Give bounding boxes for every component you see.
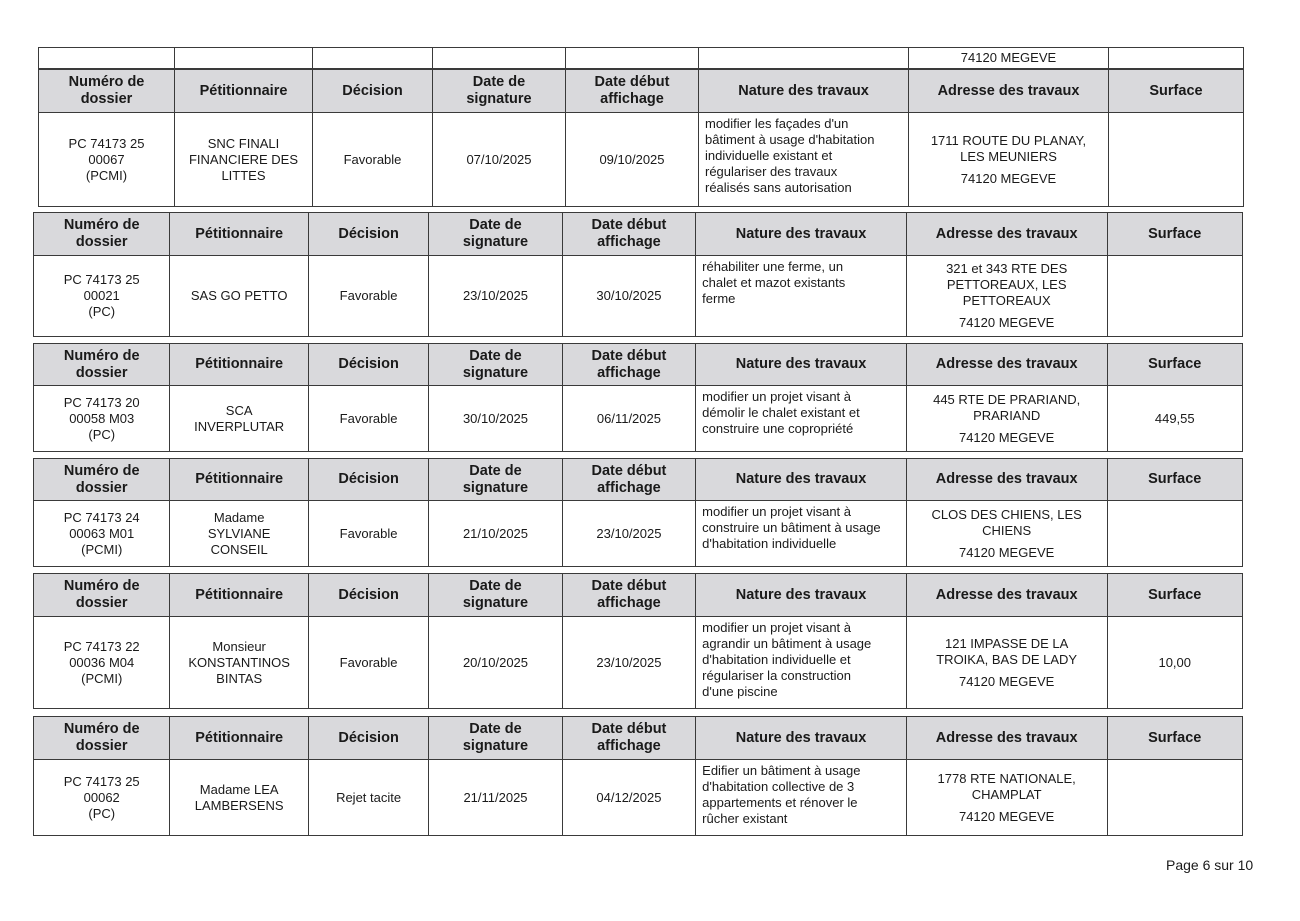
date-affichage-cell xyxy=(562,760,695,836)
cell-line: CLOS DES CHIENS, LES xyxy=(931,506,1082,522)
date-affichage-cell xyxy=(562,256,695,337)
header-petitionnaire: Pétitionnaire xyxy=(175,70,313,113)
decision-cell xyxy=(308,617,428,709)
numero-dossier-cell xyxy=(34,256,170,337)
cell-line: KONSTANTINOS xyxy=(188,654,290,670)
cell-line: modifier un projet visant à xyxy=(702,620,852,635)
address-city: 74120 MEGEVE xyxy=(958,808,1055,824)
cell-line: Edifier un bâtiment à usage xyxy=(702,763,861,778)
header-numero-dossier xyxy=(39,70,175,113)
header-date-signature xyxy=(429,574,562,617)
cell-line: 321 et 343 RTE DES xyxy=(946,261,1068,276)
cell-line: bâtiment à usage d'habitation xyxy=(705,132,875,147)
cell-line: 1711 ROUTE DU PLANAY, xyxy=(930,132,1087,148)
cell-line: régulariser des travaux xyxy=(705,164,838,179)
header-date-signature xyxy=(433,70,566,113)
adresse-travaux-cell xyxy=(909,113,1109,207)
nature-travaux-cell xyxy=(696,501,907,567)
fragment-cell xyxy=(566,48,699,69)
header-row xyxy=(34,717,1243,760)
nature-travaux-cell xyxy=(696,760,907,836)
header-text: Numéro de xyxy=(63,347,140,364)
header-surface: Surface xyxy=(1107,213,1243,256)
surface-value: 449,55 xyxy=(1154,410,1195,426)
data-row xyxy=(34,760,1243,836)
fragment-address: 74120 MEGEVE xyxy=(909,48,1109,69)
header-text: affichage xyxy=(597,595,661,611)
header-text: Date de xyxy=(469,721,522,737)
cell-line: 00036 M04 xyxy=(69,654,135,670)
cell-line: PETTOREAUX xyxy=(962,293,1051,308)
cell-line: Monsieur xyxy=(212,638,266,654)
header-decision: Décision xyxy=(308,213,428,256)
date-affichage-value: 23/10/2025 xyxy=(596,525,662,541)
adresse-travaux-cell xyxy=(906,386,1107,452)
cell-line: d'une piscine xyxy=(702,684,778,699)
header-decision: Décision xyxy=(313,70,433,113)
header-text: dossier xyxy=(75,479,128,496)
decision-cell xyxy=(308,760,428,836)
header-text: Date début xyxy=(594,74,670,90)
cell-line: (PCMI) xyxy=(81,670,123,686)
header-numero-dossier xyxy=(34,717,170,760)
date-signature-value: 07/10/2025 xyxy=(466,151,532,167)
nature-travaux-cell xyxy=(696,256,907,337)
cell-line: ferme xyxy=(702,291,736,306)
fragment-cell xyxy=(39,48,175,69)
header-text: affichage xyxy=(597,738,661,754)
adresse-travaux-cell xyxy=(906,617,1107,709)
cell-line: d'habitation collective de 3 xyxy=(702,779,855,794)
cell-line: FINANCIERE DES xyxy=(188,151,299,167)
adresse-travaux-cell xyxy=(906,256,1107,337)
surface-value: 10,00 xyxy=(1158,654,1192,670)
header-numero-dossier xyxy=(34,459,170,501)
cell-line: PRARIAND xyxy=(973,407,1041,423)
date-signature-cell xyxy=(429,760,562,836)
cell-line: chalet et mazot existants xyxy=(702,275,846,290)
cell-line: SNC FINALI xyxy=(207,135,280,151)
petitionnaire-cell xyxy=(170,617,308,709)
date-signature-value: 21/10/2025 xyxy=(462,525,529,541)
header-text: Date de xyxy=(469,347,522,364)
header-text: Date début xyxy=(591,217,667,233)
petitionnaire-cell xyxy=(170,501,308,567)
petitionnaire-cell xyxy=(170,760,308,836)
header-text: Date début xyxy=(591,721,667,737)
cell-line: 1778 RTE NATIONALE, xyxy=(937,770,1076,786)
date-affichage-value: 23/10/2025 xyxy=(596,654,662,670)
cell-line: (PCMI) xyxy=(85,167,128,183)
cell-line: 00058 M03 xyxy=(69,410,135,426)
header-text: Date de xyxy=(469,462,522,479)
surface-cell xyxy=(1109,113,1244,207)
fragment-cell xyxy=(175,48,313,69)
cell-line: PC 74173 25 xyxy=(63,773,140,789)
header-row xyxy=(34,574,1243,617)
numero-dossier-cell xyxy=(34,760,170,836)
cell-line: 121 IMPASSE DE LA xyxy=(945,635,1069,651)
cell-line: LITTES xyxy=(221,167,266,183)
cell-line: SCA xyxy=(225,402,253,418)
decision-value: Favorable xyxy=(339,410,398,426)
date-signature-value: 23/10/2025 xyxy=(462,288,529,303)
nature-travaux-cell xyxy=(696,386,907,452)
cell-line: modifier un projet visant à xyxy=(702,504,852,519)
header-text: dossier xyxy=(75,595,128,611)
header-date-signature xyxy=(429,459,562,501)
cell-line: agrandir un bâtiment à usage xyxy=(702,636,872,651)
decision-cell xyxy=(308,501,428,567)
date-affichage-cell xyxy=(562,617,695,709)
cell-line: PC 74173 24 xyxy=(63,509,140,525)
cell-line: modifier un projet visant à xyxy=(702,389,852,404)
header-date-affichage xyxy=(562,344,695,386)
cell-line: Madame xyxy=(213,509,265,525)
numero-dossier-cell xyxy=(39,113,175,207)
permit-record-table xyxy=(33,458,1243,567)
cell-line: LAMBERSENS xyxy=(194,797,284,813)
header-decision: Décision xyxy=(308,459,428,501)
header-text: Date de xyxy=(469,217,522,233)
header-petitionnaire: Pétitionnaire xyxy=(170,574,308,617)
permit-record-table xyxy=(33,212,1243,337)
date-affichage-value: 06/11/2025 xyxy=(596,410,661,426)
nature-travaux-cell xyxy=(699,113,909,207)
header-text: signature xyxy=(462,479,529,496)
header-text: signature xyxy=(462,234,529,250)
permit-record-table xyxy=(33,716,1243,836)
date-signature-cell xyxy=(429,386,562,452)
header-date-affichage xyxy=(562,717,695,760)
cell-line: INVERPLUTAR xyxy=(194,418,285,434)
header-nature-travaux: Nature des travaux xyxy=(696,459,907,501)
data-row xyxy=(34,617,1243,709)
cell-line: PC 74173 20 xyxy=(63,394,140,410)
data-row xyxy=(34,501,1243,567)
numero-dossier-cell xyxy=(34,501,170,567)
address-city: 74120 MEGEVE xyxy=(958,315,1055,330)
header-surface: Surface xyxy=(1107,717,1243,760)
header-text: Date de xyxy=(469,578,522,594)
cell-line: PETTOREAUX, LES xyxy=(946,277,1067,292)
decision-value: Favorable xyxy=(343,151,402,167)
decision-cell xyxy=(313,113,433,207)
cell-line: 445 RTE DE PRARIAND, xyxy=(933,391,1081,407)
header-decision: Décision xyxy=(308,344,428,386)
cell-line: (PC) xyxy=(88,304,116,319)
header-adresse-travaux: Adresse des travaux xyxy=(906,717,1107,760)
permit-record-table xyxy=(33,343,1243,452)
header-decision: Décision xyxy=(308,574,428,617)
surface-cell xyxy=(1107,386,1243,452)
address-city: 74120 MEGEVE xyxy=(958,544,1055,560)
header-date-affichage xyxy=(566,70,699,113)
header-date-signature xyxy=(429,717,562,760)
date-signature-value: 30/10/2025 xyxy=(462,410,529,426)
header-row xyxy=(39,70,1244,113)
header-date-signature xyxy=(429,213,562,256)
fragment-cell xyxy=(313,48,433,69)
cell-line: construire un bâtiment à usage xyxy=(702,520,881,535)
fragment-cell xyxy=(1109,48,1244,69)
cell-line: TROIKA, BAS DE LADY xyxy=(936,651,1078,667)
header-row xyxy=(34,459,1243,501)
decision-value: Rejet tacite xyxy=(336,789,402,805)
data-row xyxy=(34,256,1243,337)
date-affichage-cell xyxy=(562,501,695,567)
address-city: 74120 MEGEVE xyxy=(958,429,1055,445)
header-text: Date début xyxy=(591,578,667,594)
cell-line: construire une copropriété xyxy=(702,421,854,436)
header-text: dossier xyxy=(80,91,133,107)
cell-line: 00021 xyxy=(83,288,120,303)
address-city: 74120 MEGEVE xyxy=(958,673,1055,689)
header-text: Numéro de xyxy=(63,462,140,479)
header-adresse-travaux: Adresse des travaux xyxy=(906,459,1107,501)
header-text: signature xyxy=(466,91,532,107)
header-nature-travaux: Nature des travaux xyxy=(696,574,907,617)
cell-line: 00063 M01 xyxy=(69,525,135,541)
cell-line: individuelle existant et xyxy=(705,148,833,163)
header-date-affichage xyxy=(562,459,695,501)
header-text: signature xyxy=(462,595,529,611)
cell-line: 00067 xyxy=(88,151,125,167)
header-surface: Surface xyxy=(1107,574,1243,617)
numero-dossier-cell xyxy=(34,617,170,709)
cell-line: d'habitation individuelle et xyxy=(702,652,851,667)
header-text: affichage xyxy=(597,479,661,496)
date-signature-cell xyxy=(429,501,562,567)
header-petitionnaire: Pétitionnaire xyxy=(170,459,308,501)
surface-cell xyxy=(1107,501,1243,567)
cell-line: réalisés sans autorisation xyxy=(705,180,852,195)
header-adresse-travaux: Adresse des travaux xyxy=(909,70,1109,113)
header-row xyxy=(34,213,1243,256)
date-affichage-cell xyxy=(566,113,699,207)
header-text: affichage xyxy=(600,91,664,107)
permit-record-table xyxy=(38,69,1244,207)
data-row xyxy=(39,113,1244,207)
date-signature-cell xyxy=(429,256,562,337)
cell-line: régulariser la construction xyxy=(702,668,852,683)
date-affichage-value: 09/10/2025 xyxy=(599,151,665,167)
header-surface: Surface xyxy=(1107,344,1243,386)
cell-line: CHAMPLAT xyxy=(971,786,1042,802)
header-text: affichage xyxy=(597,234,661,250)
header-date-affichage xyxy=(562,574,695,617)
petitionnaire-cell xyxy=(175,113,313,207)
cell-line: CHIENS xyxy=(982,522,1032,538)
page-number: Page 6 sur 10 xyxy=(1166,857,1254,873)
header-adresse-travaux: Adresse des travaux xyxy=(906,213,1107,256)
header-text: dossier xyxy=(75,738,128,754)
header-decision: Décision xyxy=(308,717,428,760)
fragment-cell xyxy=(433,48,566,69)
surface-cell xyxy=(1107,256,1243,337)
decision-cell xyxy=(308,386,428,452)
header-date-signature xyxy=(429,344,562,386)
header-text: dossier xyxy=(75,234,128,250)
cell-line: PC 74173 22 xyxy=(63,638,140,654)
header-numero-dossier xyxy=(34,344,170,386)
decision-value: Favorable xyxy=(339,288,398,303)
fragment-cell xyxy=(699,48,909,69)
header-text: affichage xyxy=(597,364,661,381)
permit-record-table xyxy=(33,573,1243,709)
cell-line: appartements et rénover le xyxy=(702,795,858,810)
cell-line: SAS GO PETTO xyxy=(190,288,288,303)
date-signature-cell xyxy=(433,113,566,207)
cell-line: CONSEIL xyxy=(210,541,268,557)
header-text: Numéro de xyxy=(63,578,140,594)
header-text: Date début xyxy=(591,462,667,479)
cell-line: d'habitation individuelle xyxy=(702,536,837,551)
petitionnaire-cell xyxy=(170,256,308,337)
header-date-affichage xyxy=(562,213,695,256)
header-text: Date de xyxy=(472,74,526,90)
header-text: Date début xyxy=(591,347,667,364)
date-signature-cell xyxy=(429,617,562,709)
date-affichage-value: 30/10/2025 xyxy=(596,288,662,303)
cell-line: (PCMI) xyxy=(81,541,123,557)
cell-line: modifier les façades d'un xyxy=(705,116,849,131)
header-petitionnaire: Pétitionnaire xyxy=(170,717,308,760)
surface-cell xyxy=(1107,760,1243,836)
header-nature-travaux: Nature des travaux xyxy=(696,344,907,386)
header-text: Numéro de xyxy=(63,721,140,737)
cell-line: 00062 xyxy=(83,789,120,805)
header-nature-travaux: Nature des travaux xyxy=(696,717,907,760)
header-text: signature xyxy=(462,364,529,381)
date-signature-value: 20/10/2025 xyxy=(462,654,529,670)
decision-value: Favorable xyxy=(339,654,398,670)
header-surface: Surface xyxy=(1109,70,1244,113)
header-nature-travaux: Nature des travaux xyxy=(699,70,909,113)
header-adresse-travaux: Adresse des travaux xyxy=(906,344,1107,386)
nature-travaux-cell xyxy=(696,617,907,709)
cell-line: démolir le chalet existant et xyxy=(702,405,860,420)
header-numero-dossier xyxy=(34,213,170,256)
date-affichage-cell xyxy=(562,386,695,452)
cell-line: PC 74173 25 xyxy=(63,272,140,287)
header-petitionnaire: Pétitionnaire xyxy=(170,344,308,386)
header-text: Numéro de xyxy=(63,217,140,233)
cell-line: SYLVIANE xyxy=(207,525,271,541)
header-numero-dossier xyxy=(34,574,170,617)
header-row xyxy=(34,344,1243,386)
adresse-travaux-cell xyxy=(906,501,1107,567)
cell-line: (PC) xyxy=(88,805,116,821)
header-adresse-travaux: Adresse des travaux xyxy=(906,574,1107,617)
cell-line: PC 74173 25 xyxy=(68,135,145,151)
surface-cell xyxy=(1107,617,1243,709)
header-text: dossier xyxy=(75,364,128,381)
address-city: 74120 MEGEVE xyxy=(960,170,1057,186)
petitionnaire-cell xyxy=(170,386,308,452)
header-text: signature xyxy=(462,738,529,754)
numero-dossier-cell xyxy=(34,386,170,452)
top-fragment-table xyxy=(38,47,1244,69)
date-affichage-value: 04/12/2025 xyxy=(596,789,662,805)
header-nature-travaux: Nature des travaux xyxy=(696,213,907,256)
cell-line: rûcher existant xyxy=(702,811,788,826)
cell-line: Madame LEA xyxy=(199,781,279,797)
cell-line: réhabiliter une ferme, un xyxy=(702,259,844,274)
adresse-travaux-cell xyxy=(906,760,1107,836)
cell-line: (PC) xyxy=(88,426,116,442)
data-row xyxy=(34,386,1243,452)
header-petitionnaire: Pétitionnaire xyxy=(170,213,308,256)
header-surface: Surface xyxy=(1107,459,1243,501)
date-signature-value: 21/11/2025 xyxy=(463,789,528,805)
cell-line: LES MEUNIERS xyxy=(960,148,1057,164)
header-text: Numéro de xyxy=(68,74,145,90)
cell-line: BINTAS xyxy=(216,670,263,686)
decision-value: Favorable xyxy=(339,525,398,541)
decision-cell xyxy=(308,256,428,337)
